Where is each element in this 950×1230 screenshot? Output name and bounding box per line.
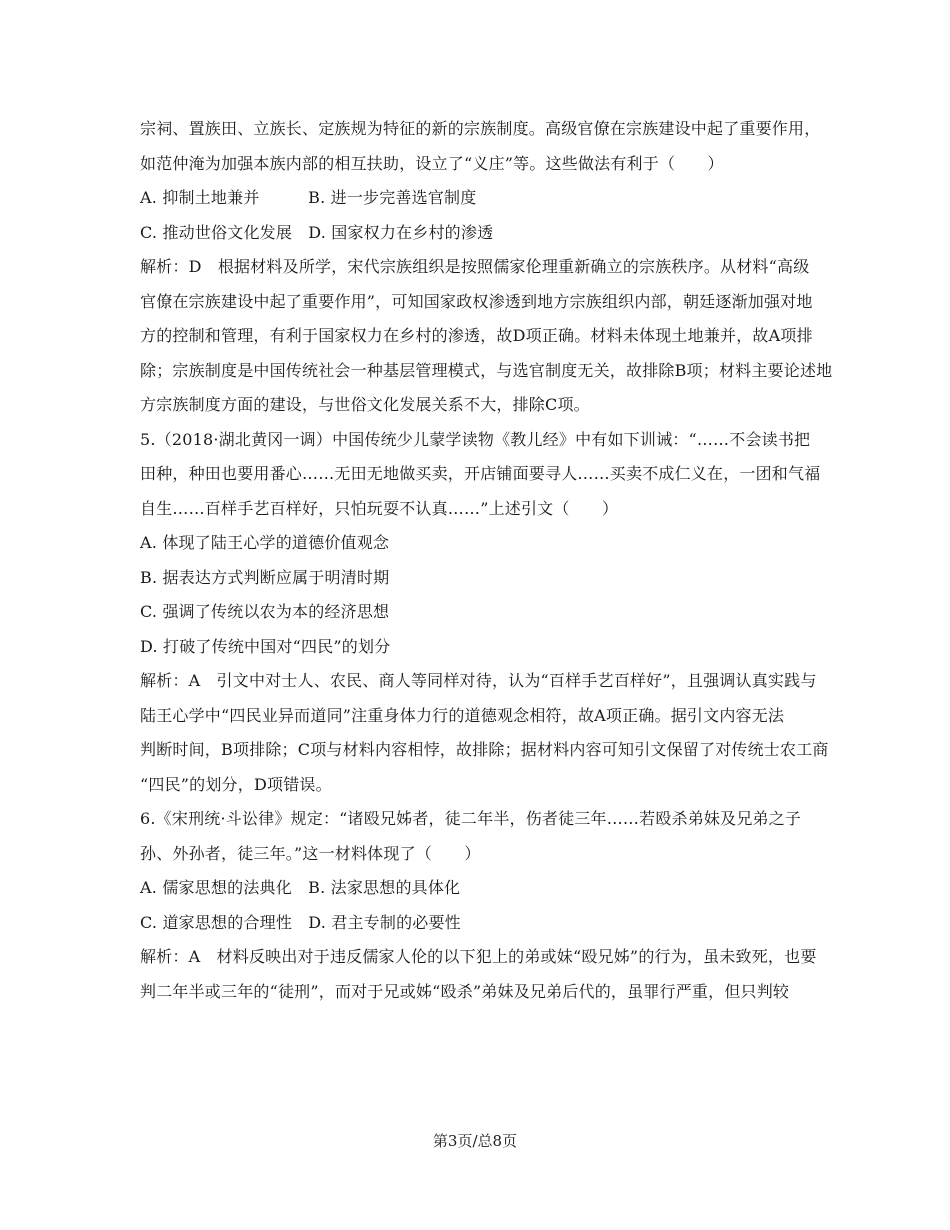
- question-line: 自生……百样手艺百样好，只怕玩耍不认真……”上述引文（ ）: [140, 498, 619, 518]
- option-line: C. 推动世俗文化发展 D. 国家权力在乡村的渗透: [140, 222, 494, 242]
- option-line: A. 儒家思想的法典化 B. 法家思想的具体化: [140, 878, 461, 897]
- analysis-line: 官僚在宗族建设中起了重要作用”，可知国家政权渗透到地方宗族组织内部，朝廷逐渐加强对地: [140, 291, 813, 311]
- option-line: A. 体现了陆王心学的道德价值观念: [140, 533, 390, 552]
- text-line: 宗祠、置族田、立族长、定族规为特征的新的宗族制度。高级官僚在宗族建设中起了重要作用，: [140, 119, 821, 138]
- analysis-line: 解析：A 引文中对士人、农民、商人等同样对待，认为“百样手艺百样好”，且强调认真实践与: [140, 671, 817, 690]
- page-number-footer: 第3页/总8页: [432, 1132, 518, 1150]
- page-body: [140, 112, 833, 1009]
- text-line: 如范仲淹为加强本族内部的相互扶助，设立了“义庄”等。这些做法有利于（ ）: [140, 153, 724, 173]
- analysis-line: 判断时间，B项排除；C项与材料内容相悖，故排除；据材料内容可知引文保留了对传统士农工商: [140, 740, 829, 759]
- option-line: C. 道家思想的合理性 D. 君主专制的必要性: [140, 912, 461, 932]
- analysis-line: 方宗族制度方面的建设，与世俗文化发展关系不大，排除C项。: [140, 395, 590, 414]
- question-line: 田种，种田也要用番心……无田无地做买卖，开店铺面要寻人……买卖不成仁义在，一团和气福: [140, 464, 821, 483]
- analysis-line: “四民”的划分，D项错误。: [140, 774, 332, 794]
- question-line: 孙、外孙者，徒三年。”这一材料体现了（ ）: [140, 843, 481, 863]
- analysis-line: 陆王心学中“四民业异而道同”注重身体力行的道德观念相符，故A项正确。据引文内容无法: [140, 705, 785, 725]
- analysis-line: 除；宗族制度是中国传统社会一种基层管理模式，与选官制度无关，故排除B项；材料主要论述地: [140, 360, 833, 380]
- analysis-line: 方的控制和管理，有利于国家权力在乡村的渗透，故D项正确。材料未体现土地兼并，故A项排: [140, 326, 813, 345]
- question-line: 5.（2018·湖北黄冈一调）中国传统少儿蒙学读物《教儿经》中有如下训诫：“……不会读书把: [140, 429, 811, 449]
- option-line: A. 抑制土地兼并 B. 进一步完善选官制度: [140, 188, 477, 207]
- analysis-line: 判二年半或三年的“徒刑”，而对于兄或姊“殴杀”弟妹及兄弟后代的，虽罪行严重，但只判较: [140, 981, 790, 1001]
- option-line: C. 强调了传统以农为本的经济思想: [140, 602, 390, 621]
- analysis-line: 解析：A 材料反映出对于违反儒家人伦的以下犯上的弟或妹“殴兄姊”的行为，虽未致死，也要: [140, 947, 817, 966]
- question-line: 6.《宋刑统·斗讼律》规定：“诸殴兄姊者，徒二年半，伤者徒三年……若殴杀弟妹及兄弟之子: [140, 809, 802, 828]
- option-line: B. 据表达方式判断应属于明清时期: [140, 567, 390, 587]
- option-line: D. 打破了传统中国对“四民”的划分: [140, 636, 391, 656]
- analysis-line: 解析：D 根据材料及所学，宋代宗族组织是按照儒家伦理重新确立的宗族秩序。从材料“高级: [140, 257, 810, 276]
